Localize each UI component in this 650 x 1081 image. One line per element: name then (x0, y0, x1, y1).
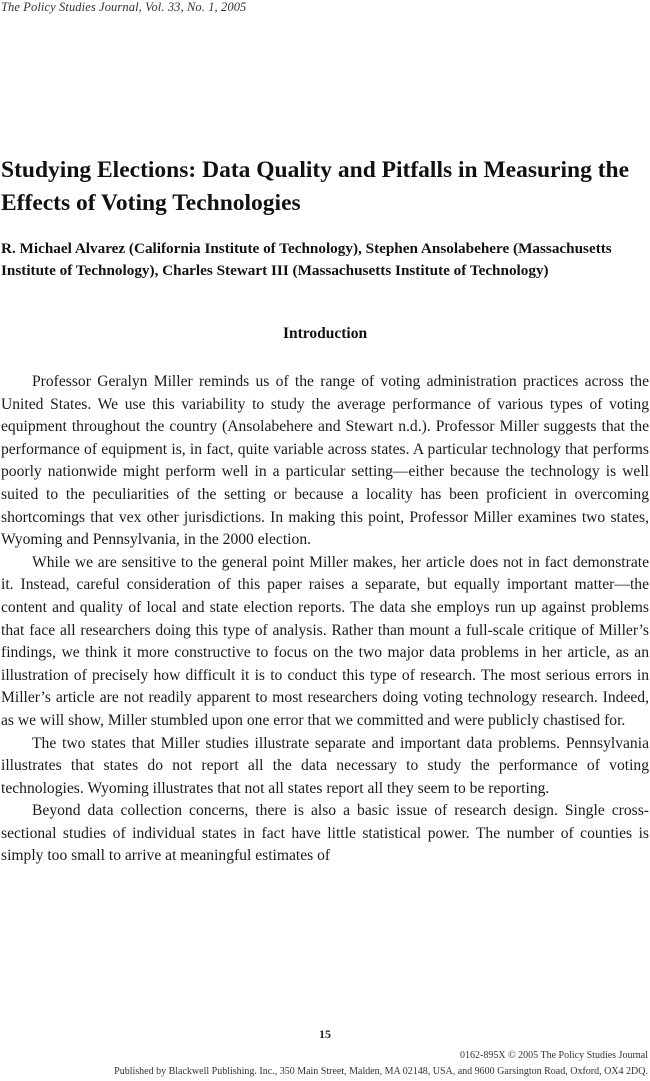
paragraph: While we are sensitive to the general point Miller makes, her article does not in fact demonstrate it. Instead, careful consideration of this paper raises a separate, but equally important matter—the content and quality of local and state election reports. The data she employs run up against problems that face all researchers doing this type of analysis. Rather than mount a full-scale critique of Miller’s findings, we think it more constructive to focus on the two major data problems in her article, as an illustration of precisely how difficult it is to conduct this type of research. The most serious errors in Miller’s article are not readily apparent to most researchers doing voting technology research. Indeed, as we will show, Miller stumbled upon one error that we committed and were publicly chastised for. (1, 553, 649, 729)
article-title: Studying Elections: Data Quality and Pitfalls in Measuring the Effects of Voting Technologies (1, 157, 630, 216)
issn-copyright-line: 0162-895X © 2005 The Policy Studies Journal (460, 1050, 648, 1061)
page-number: 15 (319, 1027, 331, 1041)
paragraph: The two states that Miller studies illustrate separate and important data problems. Pennsylvania illustrates that states do not report all the data necessary to study the performance of voting technologies. Wyoming illustrates that not all states report all they seem to be reporting. (1, 734, 649, 797)
paragraph: Professor Geralyn Miller reminds us of the range of voting administration practices across the United States. We use this variability to study the average performance of various types of voting equipment throughout the country (Ansolabehere and Stewart n.d.). Professor Miller suggests that the performance of equipment is, in fact, quite variable across states. A particular technology that performs poorly nationwide might perform well in a particular setting—either because the technology is well suited to the peculiarities of the setting or because a locality has been proficient in overcoming shortcomings that vex other jurisdictions. In making this point, Professor Miller examines two states, Wyoming and Pennsylvania, in the 2000 election. (1, 373, 649, 549)
author-list: R. Michael Alvarez (California Institute of Technology), Stephen Ansolabehere (Massachusetts Institute of Technology), Charles Stewart III (Massachusetts Institute of Technology) (1, 240, 612, 279)
publisher-line: Published by Blackwell Publishing. Inc., 350 Main Street, Malden, MA 02148, USA, and 9600 Garsington Road, Oxford, OX4 2DQ. (114, 1066, 648, 1077)
section-heading-introduction: Introduction (282, 325, 368, 342)
running-head: The Policy Studies Journal, Vol. 33, No. 1, 2005 (1, 0, 247, 14)
paragraph: Beyond data collection concerns, there is also a basic issue of research design. Single cross-sectional studies of individual states in fact have little statistical power. The number of counties is simply too small to arrive at meaningful estimates of (1, 802, 649, 865)
body-text (1, 371, 649, 868)
